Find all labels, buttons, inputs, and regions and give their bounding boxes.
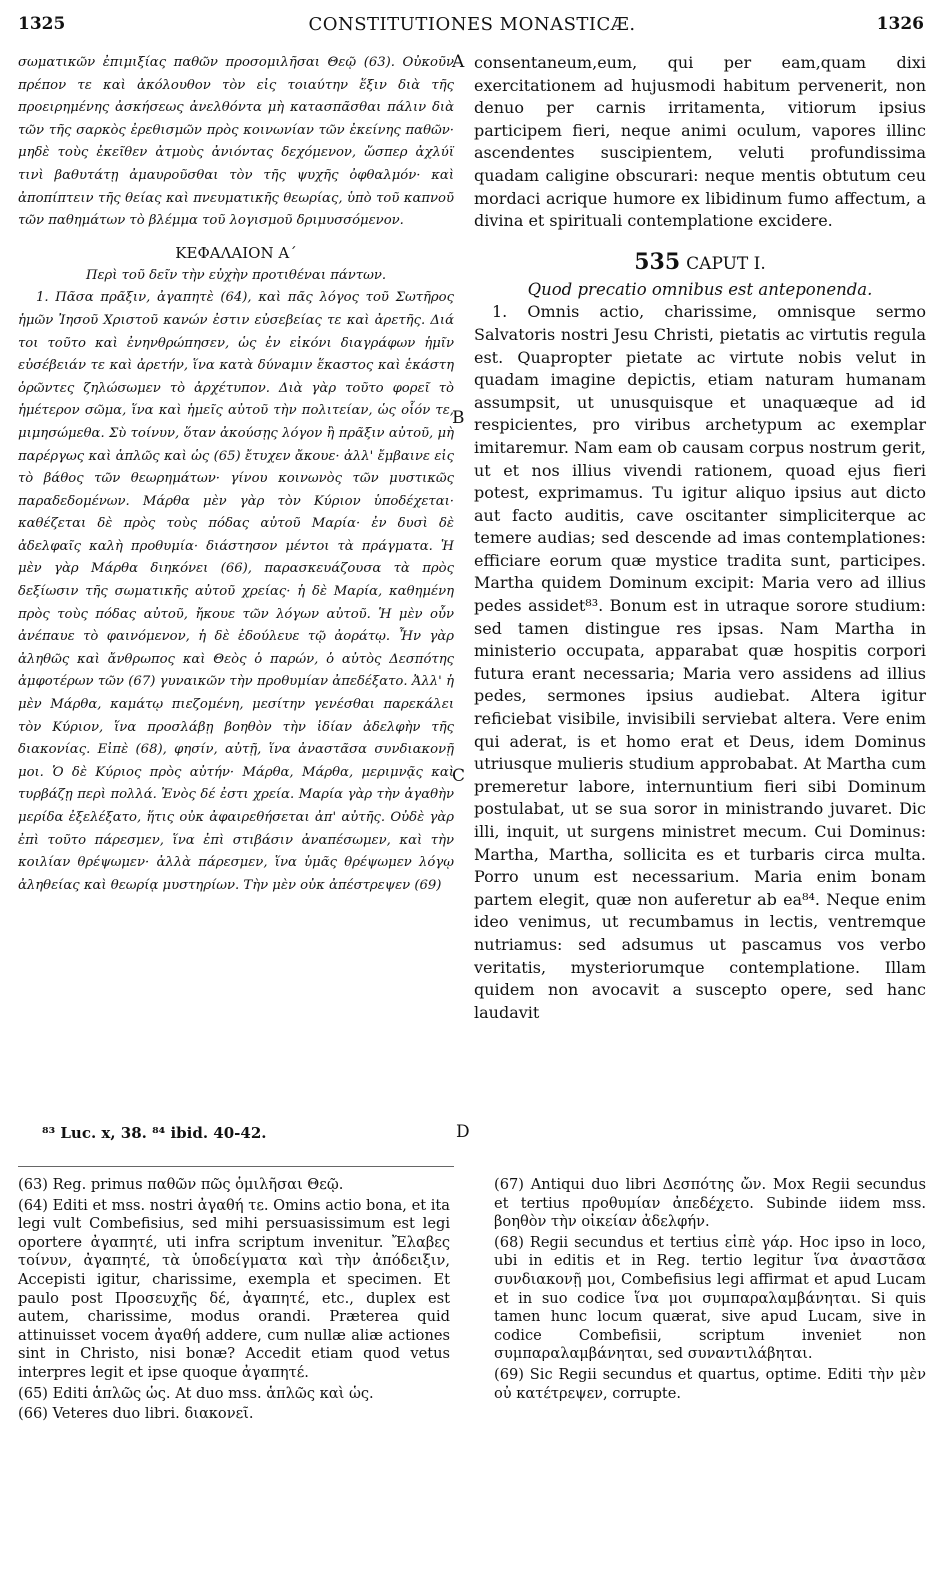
- greek-chapter-heading: ΚΕΦΑΛΑΙΟΝ Α΄: [175, 243, 297, 262]
- footnotes-right: [494, 1176, 926, 1405]
- margin-letter-a: A: [452, 52, 465, 72]
- footnote: (63) Reg. primus παθῶν πῶς ὁμιλῆσαι Θεῷ.: [18, 1176, 344, 1193]
- footnote: (64) Editi et mss. nostri ἀγαθή τε. Omins actio bona, et ita legi vult Combefisius, sed mihi persuasissimum est legi oportere ἀγαπητέ, uti infra scriptum invenitur. Ἔλαβες τοίνυν, ἀγαπητέ, τὰ ὑποδείγματα καὶ τὴν ἀπόδειξιν, Accepisti igitur, charissime, exempla et specimen. Et paulo post Προσευχῆς δέ, ἀγαπητέ, etc., duplex est autem, charissime, modus orandi. Præterea quid attinuisset vocem ἀγαθή addere, cum nullæ aliæ actiones sint in Christo, nisi bonæ? Accedit etiam quod vetus interpres legit et ipse quoque ἀγαπητέ.: [18, 1196, 450, 1381]
- footnote: (66) Veteres duo libri. διακονεῖ.: [18, 1405, 254, 1423]
- margin-letter-b: B: [452, 408, 465, 428]
- page-number-right: 1326: [876, 14, 924, 34]
- greek-column: [18, 52, 454, 897]
- greek-intro: σωματικῶν ἐπιμιξίας παθῶν προσομιλῆσαι Θεῷ (63). Οὐκοῦν πρέπον τε καὶ ἀκόλουθον τὸν εἰς τοιαύτην ἕξιν διὰ τῆς προειρημένης ἀσκήσεως ἀνελθόντα μὴ κατασπᾶσθαι πάλιν διὰ τῶν τῆς σαρκὸς ἐρεθισμῶν πρὸς κοινωνίαν τῶν ἐκείνης παθῶν· μηδὲ τοὺς ἐκεῖθεν ἀτμοὺς ἀνιόντας δεχόμενον, ὥσπερ ἀχλύϊ τινὶ βαθυτάτῃ ἀμαυροῦσθαι τὸν τῆς ψυχῆς ὀφθαλμόν· καὶ ἀποπίπτειν τῆς θείας καὶ πνευματικῆς θεωρίας, ὑπὸ τοῦ καπνοῦ τῶν παθημάτων τὸ βλέμμα τοῦ λογισμοῦ δριμυσσόμενον.: [18, 55, 454, 229]
- column-number: 535: [634, 248, 681, 275]
- latin-body: 1. Omnis actio, charissime, omnisque sermo Salvatoris nostri Jesu Christi, pietatis ac virtutis regula est. Quapropter pietate ac virtute nobis velut in quadam imagine depictis, etiam naturam humanam assumpsit, ut unusquisque et unaquæque ad id respicientes, pro viribus archetypum ac exemplar imitaremur. Nam eam ob causam corpus nostrum gerit, ut et nos illius vivendi rationem, quoad ejus fieri potest, exprimamus. Tu igitur aliquo ipsius aut dicto aut facto auditis, cave oscitanter simpliciterque ac temere audias; sed descende ad imas contemplationes: efficiare eorum quæ mystice tradita sunt, participes. Martha quidem Dominum excipit: Maria vero ad illius pedes assidet⁸³. Bonum est in utraque sorore studium: sed tamen distingue res ipsas. Nam Martha in ministerio occupata, apparabat quæ hospitis corpori futura erant necessaria; Maria vero assidens ad illius pedes, sermones ipsius audiebat. Altera igitur reficiebat visibile, invisibili serviebat altera. Vere enim qui aderat, is et homo erat et Deus, idem Dominus utriusque mulieris studium approbabat. At Martha cum premeretur labore, internuntium fieri sibi Dominum postulabat, ut se sua soror in ministrando juvaret. Dic illi, inquit, ut surgens ministret mecum. Cui Dominus: Martha, Martha, sollicita es et turbaris circa multa. Porro unum est necessarium. Maria enim bonam partem elegit, quæ non auferetur ab ea⁸⁴. Neque enim ideo venimus, ut recumbamus in lectis, ventremque nutriamus: sed adsumus ut pascamus vos verbo veritatis, mysteriorumque contemplatione. Illam quidem non avocavit a suscepto opere, sed hanc laudavit: [474, 302, 926, 1022]
- page-number-left: 1325: [18, 14, 66, 34]
- latin-chapter-heading: [474, 247, 926, 279]
- footnote: (69) Sic Regii secundus et quartus, optime. Editi τὴν μὲν οὐ κατέτρεψεν, corrupte.: [494, 1365, 926, 1402]
- margin-letter-c: C: [452, 766, 466, 786]
- footnote: (67) Antiqui duo libri Δεσπότης ὤν. Mox Regii secundus et tertius προθυμίαν ἀπεδέχετο. Subinde iidem mss. βοηθὸν τὴν οἰκείαν ἀδελφήν.: [494, 1176, 926, 1231]
- footnote: (65) Editi ἁπλῶς ὡς. At duo mss. ἁπλῶς καὶ ὡς.: [18, 1384, 374, 1402]
- latin-column: [474, 52, 926, 1024]
- greek-body: 1. Πᾶσα πρᾶξιν, ἀγαπητὲ (64), καὶ πᾶς λόγος τοῦ Σωτῆρος ἡμῶν Ἰησοῦ Χριστοῦ κανών ἐστιν εὐσεβείας τε καὶ ἀρετῆς. Διά τοι τοῦτο καὶ ἐνηνθρώπησεν, ὡς ἐν εἰκόνι διαγράφων ἡμῖν εὐσέβειάν τε καὶ ἀρετήν, ἵνα κατὰ δύναμιν ἕκαστος καὶ ἑκάστη ὁρῶντες ζηλώσωμεν τὸ ἀρχέτυπον. Διὰ γὰρ τοῦτο φορεῖ τὸ ἡμέτερον σῶμα, ἵνα καὶ ἡμεῖς αὐτοῦ τὴν πολιτείαν, ὡς οἷόν τε, μιμησώμεθα. Σὺ τοίνυν, ὅταν ἀκούσῃς λόγον ἢ πρᾶξιν αὐτοῦ, μὴ παρέργως καὶ ἁπλῶς καὶ ὡς (65) ἔτυχεν ἄκουε· ἀλλ' ἔμβαινε εἰς τὸ βάθος τῶν θεωρημάτων· γίνου κοινωνὸς τῶν μυστικῶς παραδεδομένων. Μάρθα μὲν γὰρ τὸν Κύριον ὑποδέχεται· καθέζεται δὲ πρὸς τοὺς πόδας αὐτοῦ Μαρία· ἐν δυσὶ δὲ ἀδελφαῖς καλὴ προθυμία· διάστησον μέντοι τὰ πράγματα. Ἡ μὲν γὰρ Μάρθα διηκόνει (66), παρασκευάζουσα τὰ πρὸς δεξίωσιν τῆς σωματικῆς αὐτοῦ χρείας· ἡ δὲ Μαρία, καθημένη πρὸς τοὺς πόδας αὐτοῦ, ἤκουε τῶν λόγων αὐτοῦ. Ἡ μὲν οὖν ἀνέπαυε τὸ φαινόμενον, ἡ δὲ ἐδούλευε τῷ ἀοράτῳ. Ἦν γὰρ ἀληθῶς καὶ ἄνθρωπος καὶ Θεὸς ὁ παρών, ὁ αὐτὸς Δεσπότης ἀμφοτέρων τῶν (67) γυναικῶν τὴν προθυμίαν ἀπεδέξατο. Ἀλλ' ἡ μὲν Μάρθα, καμάτῳ πιεζομένη, μεσίτην γενέσθαι παρεκάλει τὸν Κύριον, ἵνα προσλάβῃ βοηθὸν τὴν ἰδίαν ἀδελφὴν τῆς διακονίας. Εἰπὲ (68), φησίν, αὐτῇ, ἵνα ἀναστᾶσα συνδιακονῇ μοι. Ὁ δὲ Κύριος πρὸς αὐτήν· Μάρθα, Μάρθα, μεριμνᾷς καὶ τυρβάζῃ περὶ πολλά. Ἑνὸς δέ ἐστι χρεία. Μαρία γὰρ τὴν ἀγαθὴν μερίδα ἐξελέξατο, ἥτις οὐκ ἀφαιρεθήσεται ἀπ' αὐτῆς. Οὐδὲ γὰρ ἐπὶ τοῦτο πάρεσμεν, ἵνα ἐπὶ στιβάσιν ἀναπέσωμεν, καὶ τὴν κοιλίαν θρέψωμεν· ἀλλὰ πάρεσμεν, ἵνα ὑμᾶς θρέψωμεν λόγῳ ἀληθείας καὶ θεωρίᾳ μυστηρίων. Τὴν μὲν οὐκ ἀπέστρεψεν (69): [18, 290, 454, 893]
- running-title: CONSTITUTIONES MONASTICÆ.: [308, 14, 636, 35]
- latin-chapter-subtitle: Quod precatio omnibus est anteponenda.: [527, 279, 873, 299]
- caput-label: CAPUT I.: [686, 253, 766, 274]
- latin-intro: consentaneum,eum, qui per eam,quam dixi exercitationem ad hujusmodi habitum pervenerit, non denuo per carnis irritamenta, vitiorum ipsius participem fieri, neque animi oculum, vapores illinc ascendentes suscipientem, veluti profundissima quadam caligine obscurari: neque mentis obtutum ceu mordaci acrique humore ex libidinum fumo affectum, a divina et spirituali contemplatione excidere.: [474, 53, 926, 231]
- scripture-references: ⁸³ Luc. x, 38. ⁸⁴ ibid. 40-42.: [42, 1124, 267, 1142]
- margin-letter-d: D: [456, 1122, 470, 1142]
- footnotes-left: [18, 1176, 450, 1426]
- footnote-rule: [18, 1166, 454, 1167]
- page-header: [0, 14, 944, 44]
- footnote: (68) Regii secundus et tertius εἰπὲ γάρ. Hoc ipso in loco, ubi in editis et in Reg. tertio legitur ἵνα ἀναστᾶσα συνδιακονῇ μοι, Combefisius legi affirmat et apud Lucam et in suo codice ἵνα μοι συμπαραλαμβάνηται. Si quis tamen hunc locum quærat, sive apud Lucam, sive in codice Combefisii, scriptum inveniet non συμπαραλαμβάνηται, sed συναντιλάβηται.: [494, 1233, 926, 1363]
- greek-chapter-subtitle: Περὶ τοῦ δεῖν τὴν εὐχὴν προτιθέναι πάντων.: [85, 267, 387, 283]
